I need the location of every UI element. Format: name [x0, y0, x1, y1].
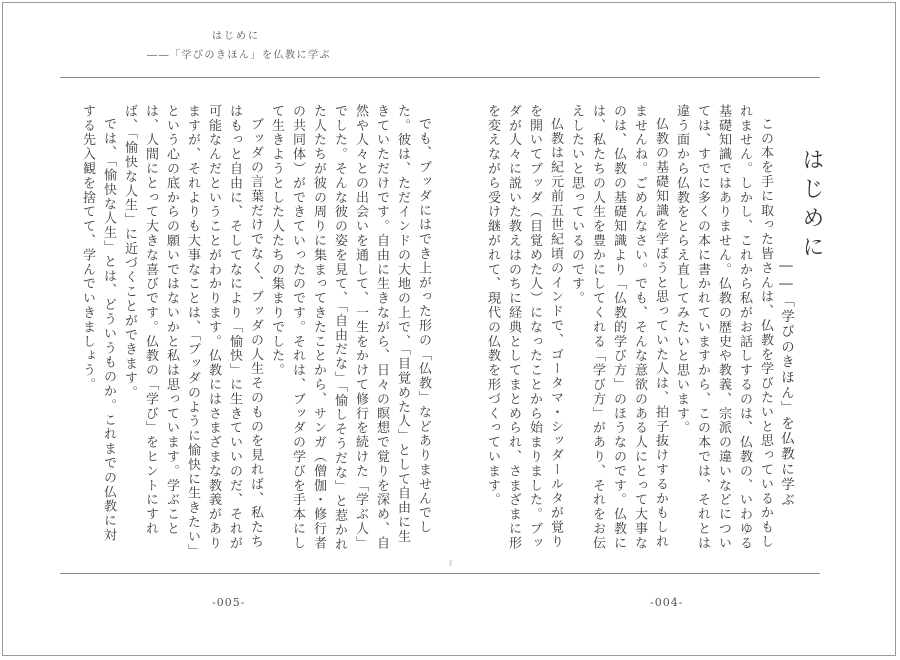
body-paragraph: でも、ブッダにはでき上がった形の「仏教」などありませんでした。彼は、ただインドの大地の上で、「目覚めた人」として自由に生きていただけです。自由に生きながら、日々の瞑想で覚りを深め、自然や人々との出会いを通して、一生をかけて修行を続けた「学ぶ人」でした。そんな彼の姿を見て、「自由だな」「愉しそうだな」と惹かれた人たちが彼の周りに集まってきたことから、サンガ（僧伽・修行者の共同体）ができていったのです。それは、ブッダの学びを手本にして生きようとした人たちの集まりでした。	[269, 104, 431, 552]
running-header-subtitle: ――「学びのきほん」を仏教に学ぶ	[147, 50, 331, 61]
page-number-right: -004-	[650, 596, 684, 609]
chapter-subtitle: ――「学びのきほん」を仏教に学ぶ	[778, 258, 794, 508]
top-rule	[60, 77, 820, 78]
body-paragraph: 仏教の基礎知識を学ぼうと思っていた人は、拍子抜けするかもしれませんね。ごめんなさい。でも、そんな意欲のある人にとって大事なのは、仏教の基礎知識より「仏教的学び方」のほうなのです。仏教には、私たちの人生を豊かにしてくれる「学び方」があり、それをお伝えしたいと思っているのです。	[569, 104, 668, 551]
left-page-body	[50, 104, 434, 556]
body-paragraph: この本を手に取った皆さんは、仏教を学びたいと思っているかもしれません。しかし、これから私がお話しするのは、仏教の、いわゆる基礎知識ではありません。仏教の歴史や教義、宗派の違いなどについては、すでに多くの本に書かれていますから、この本では、それとは違う面から仏教をとらえ直してみたいと思います。	[674, 104, 773, 551]
chapter-title: はじめに	[799, 148, 824, 264]
body-paragraph: ブッダの言葉だけでなく、ブッダの人生そのものを見れば、私たちはもっと自由に、そしてなにより「愉快」に生きていいのだ、それが可能なんだということがわかります。仏教にはさまざまな教義がありますが、それよりも大事なことは、「ブッダのように愉快に生きたい」という心の底からの願いではないかと私は思っています。学ぶことは、人間にとって大きな喜びです。仏教の「学び」をヒントにすれば、「愉快な人生」に近づくことができます。	[122, 104, 263, 552]
running-header-chapter: はじめに	[212, 31, 260, 42]
page-number-left: -005-	[212, 596, 246, 609]
gutter-mark	[449, 560, 452, 566]
body-paragraph: では、「愉快な人生」とは、どういうものか。これまでの仏教に対する先入観を捨てて、学んでいきましょう。	[80, 104, 116, 543]
bottom-rule	[60, 573, 820, 574]
right-page-body	[486, 104, 776, 556]
body-paragraph: 仏教は紀元前五世紀頃のインドで、ゴータマ・シッダールタが覚りを開いてブッダ（目覚めた人）になったことから始まりました。ブッダが人々に説いた教えはのちに経典としてまとめられ、さまざまに形を変えながら受け継がれて、現代の仏教を形づくっています。	[485, 104, 563, 551]
